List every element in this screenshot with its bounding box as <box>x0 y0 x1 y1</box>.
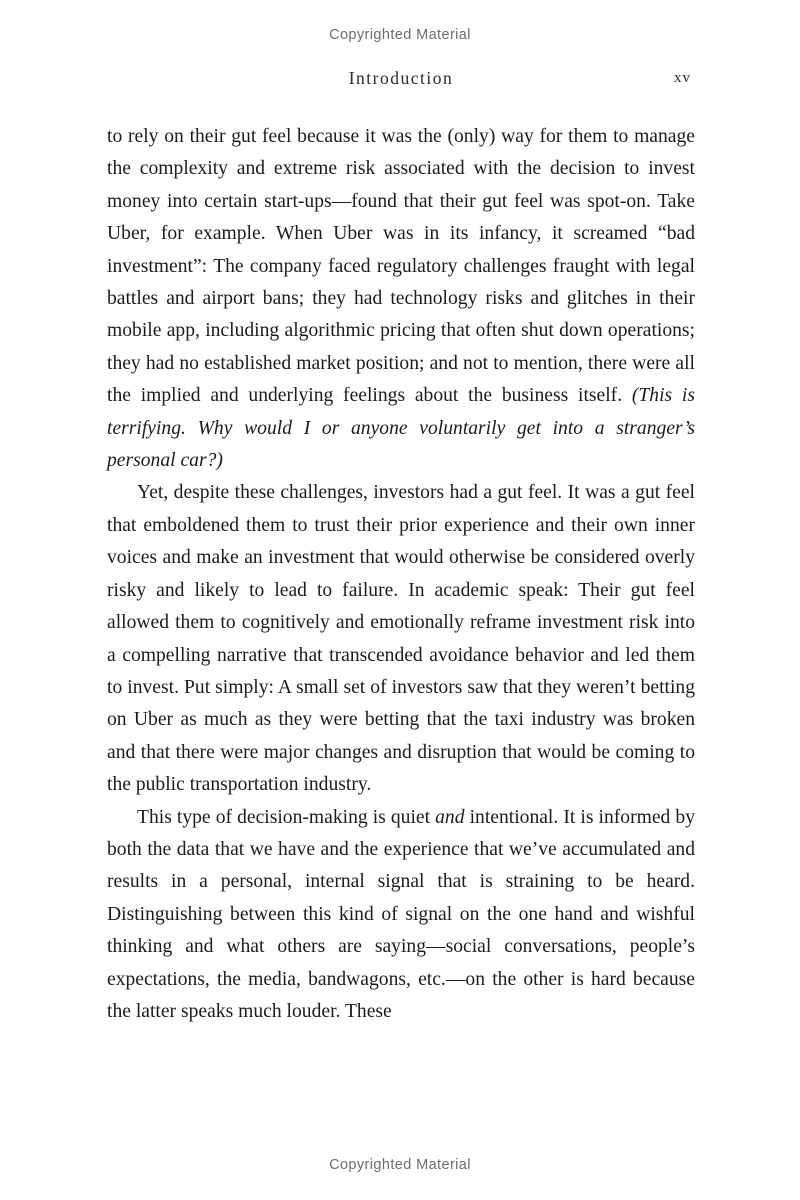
body-text <box>107 121 695 1028</box>
paragraph <box>107 121 695 477</box>
text-run: to rely on their gut feel because it was the (only) way for them to manage the complexity and extreme risk associated with the decision to invest money into certain start-ups—found that their gut feel was spot-on. Take Uber, for example. When Uber was in its infancy, it screamed “bad investment”: The company faced regulatory challenges fraught with legal battles and airport bans; they had technology risks and glitches in their mobile app, including algorithmic pricing that often shut down operations; they had no established market position; and not to mention, there were all the implied and underlying feelings about the business itself. <box>107 126 695 407</box>
copyright-notice-top: Copyrighted Material <box>329 27 471 43</box>
paragraph <box>107 477 695 801</box>
text-run: This type of decision-making is quiet <box>137 806 436 828</box>
italic-text-run: and <box>435 806 465 828</box>
running-head <box>107 68 695 92</box>
italic-text-run: (This is terrifying. Why would I or anyone voluntarily get into a stranger’s personal car?) <box>107 385 695 472</box>
copyright-notice-bottom: Copyrighted Material <box>329 1157 471 1173</box>
text-run: intentional. It is informed by both the data that we have and the experience that we’ve accumulated and results in a personal, internal signal that is straining to be heard. Distinguishing between this kind of signal on the one hand and wishful thinking and what others are saying—social conversations, people’s expectations, the media, bandwagons, etc.—on the other is hard because the latter speaks much louder. These <box>107 806 695 1022</box>
text-run: Yet, despite these challenges, investors had a gut feel. It was a gut feel that emboldened them to trust their prior experience and their own inner voices and make an investment that would otherwise be considered overly risky and likely to lead to failure. In academic speak: Their gut feel allowed them to cognitively and emotionally reframe investment risk into a compelling narrative that transcended avoidance behavior and led them to invest. Put simply: A small set of investors saw that they weren’t betting on Uber as much as they were betting that the taxi industry was broken and that there were major changes and disruption that would be coming to the public transportation industry. <box>107 482 695 796</box>
paragraph <box>107 802 695 1029</box>
chapter-title: Introduction <box>348 68 454 88</box>
page-number: xv <box>674 70 691 86</box>
